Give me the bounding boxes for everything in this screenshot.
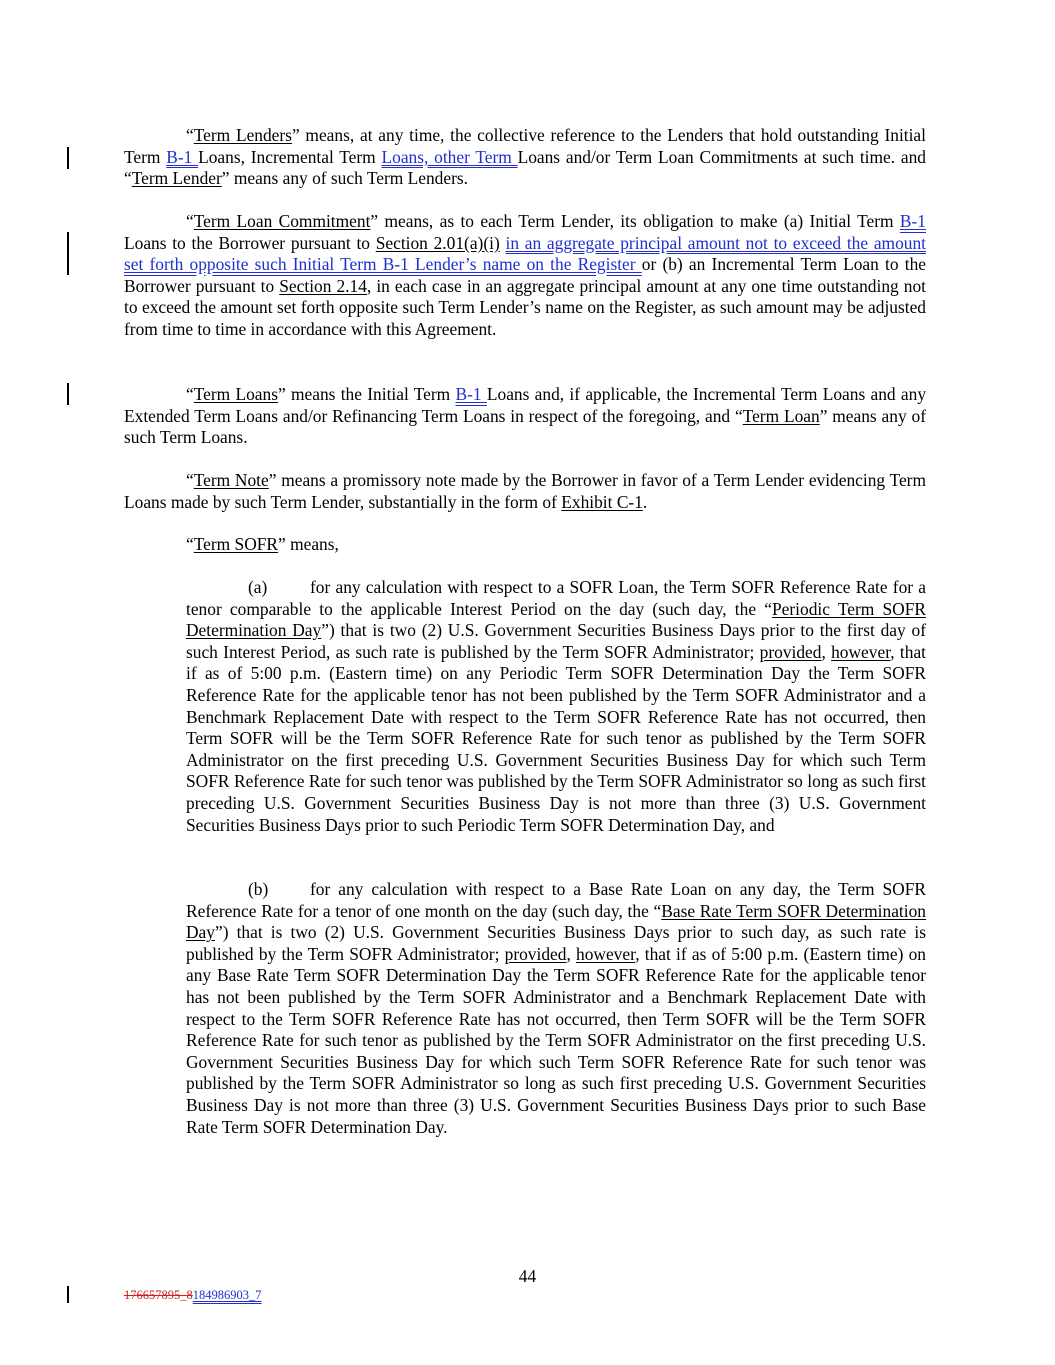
defined-term: Term SOFR xyxy=(193,534,279,554)
paragraph-term-loan-commitment xyxy=(124,211,926,341)
inserted-text: B-1 xyxy=(455,384,487,404)
text: “ xyxy=(186,384,194,404)
inserted-text: in an aggregate principal amount not to exceed the amount set forth opposite such Initial Term B-1 Lender’s name on the Register xyxy=(124,232,926,275)
page-number: 44 xyxy=(518,1266,537,1286)
text: Loans to the Borrower pursuant to xyxy=(124,232,376,253)
text: ” means, as to each Term Lender, its obligation to make (a) Initial Term xyxy=(370,211,900,231)
defined-term: Periodic Term SOFR Determination Day xyxy=(186,598,926,641)
section-reference: Section 2.14 xyxy=(279,275,367,296)
inserted-text: B-1 xyxy=(166,146,199,167)
text: , that if as of 5:00 p.m. (Eastern time) on any Base Rate Term SOFR Determination Day the Term SOFR Reference Rate for the applicable tenor has not been published by the Term SOFR Administrator and a Benchmark Replacement Date with respect to the Term SOFR Reference Rate has not occurred, then Term SOFR will be the Term SOFR Reference Rate for such tenor as published by the Term SOFR Administrator on the first preceding U.S. Government Securities Business Day for which such Term SOFR Reference Rate for such tenor was published by the Term SOFR Administrator so long as such first preceding U.S. Government Securities Business Day is not more than three (3) U.S. Government Securities Business Days prior to such Base Rate Term SOFR Determination Day. xyxy=(186,943,927,1137)
text: “ xyxy=(186,125,194,145)
clause-a xyxy=(186,577,926,836)
inserted-text: B-1 xyxy=(899,211,926,231)
proviso: however xyxy=(576,943,636,964)
text: ” means the Initial Term xyxy=(277,384,456,404)
defined-term: Term Lender xyxy=(131,168,222,189)
text: ” means any of such Term Lenders. xyxy=(221,168,468,189)
paragraph-term-sofr xyxy=(124,534,926,556)
text: Loans and/or Term Loan Commitments at such time. and “ xyxy=(124,146,927,189)
deleted-doc-id: 176657895_8 xyxy=(124,1288,193,1302)
proviso: provided xyxy=(759,641,822,662)
text: Loans and, if applicable, the Incremental Term Loans and any Extended Term Loans and/or Refinancing Term Loans in respect of the foregoing, and “ xyxy=(124,384,927,426)
defined-term: Term Loans xyxy=(193,384,278,404)
text: , in each case in an aggregate principal amount at any one time outstanding not to exceed the amount set forth opposite such Term Lender’s name on the Register, as such amount may be adjusted from time to time in accordance with this Agreement. xyxy=(124,275,926,339)
text: ” means, xyxy=(278,534,339,554)
text: ” means a promissory note made by the Borrower in favor of a Term Lender evidencing Term Loans made by such Term Lender, substantially in the form of xyxy=(124,470,926,512)
text: for any calculation with respect to a SOFR Loan, the Term SOFR Reference Rate for a tenor comparable to the applicable Interest Period on the day (such day, the “ xyxy=(186,577,926,619)
paragraph-term-loans xyxy=(124,384,926,449)
text: , xyxy=(821,641,832,662)
text: ” means any of such Term Loans. xyxy=(124,405,926,448)
proviso: however xyxy=(831,641,891,662)
defined-term: Base Rate Term SOFR Determination Day xyxy=(186,900,926,943)
text: ”) that is two (2) U.S. Government Securities Business Days prior to the first day of such Interest Period, as such rate is published by the Term SOFR Administrator; xyxy=(186,620,926,662)
clause-number: (a) xyxy=(248,577,268,597)
text: ”) that is two (2) U.S. Government Securities Business Days prior to such day, as such rate is published by the Term SOFR Administrator; xyxy=(186,922,926,964)
clause-b xyxy=(186,879,926,1138)
text: , that if as of 5:00 p.m. (Eastern time) on any Periodic Term SOFR Determination Day the Term SOFR Reference Rate for the applicable tenor has not been published by the Term SOFR Administrator and a Benchmark Replacement Date with respect to the Term SOFR Reference Rate has not occurred, then Term SOFR will be the Term SOFR Reference Rate for such tenor as published by the Term SOFR Administrator on the first preceding U.S. Government Securities Business Day for which such Term SOFR Reference Rate for such tenor was published by the Term SOFR Administrator so long as such first preceding U.S. Government Securities Business Day is not more than three (3) U.S. Government Securities Business Days prior to such Periodic Term SOFR Determination Day, and xyxy=(186,641,926,835)
document-id-footer xyxy=(124,1288,262,1303)
paragraph-term-lenders xyxy=(124,125,926,190)
defined-term: Term Loan xyxy=(742,405,820,426)
inserted-text: Loans, other Term xyxy=(381,146,518,167)
defined-term: Term Loan Commitment xyxy=(193,211,371,231)
text: . xyxy=(642,491,648,512)
change-bar xyxy=(67,1286,69,1303)
change-bar xyxy=(67,383,69,405)
defined-term: Term Note xyxy=(193,470,269,490)
text: , xyxy=(566,943,577,964)
text: “ xyxy=(186,534,194,554)
clause-number: (b) xyxy=(248,879,269,899)
text: “ xyxy=(186,211,194,231)
text: ” means, at any time, the collective reference to the Lenders that hold outstanding Initial Term xyxy=(124,125,926,167)
change-bar xyxy=(67,147,69,169)
proviso: provided xyxy=(504,943,567,964)
paragraph-term-note xyxy=(124,470,926,513)
text: Loans, Incremental Term xyxy=(198,146,382,167)
inserted-doc-id: 184986903_7 xyxy=(192,1288,262,1302)
text: or (b) an Incremental Term Loan to the Borrower pursuant to xyxy=(124,254,926,296)
section-reference: Section 2.01(a)(i) xyxy=(375,232,500,253)
change-bar xyxy=(67,232,69,275)
exhibit-reference: Exhibit C-1 xyxy=(561,491,643,512)
text: for any calculation with respect to a Base Rate Loan on any day, the Term SOFR Reference Rate for a tenor of one month on the day (such day, the “ xyxy=(186,879,926,921)
text: “ xyxy=(186,470,194,490)
defined-term: Term Lenders xyxy=(193,125,292,145)
